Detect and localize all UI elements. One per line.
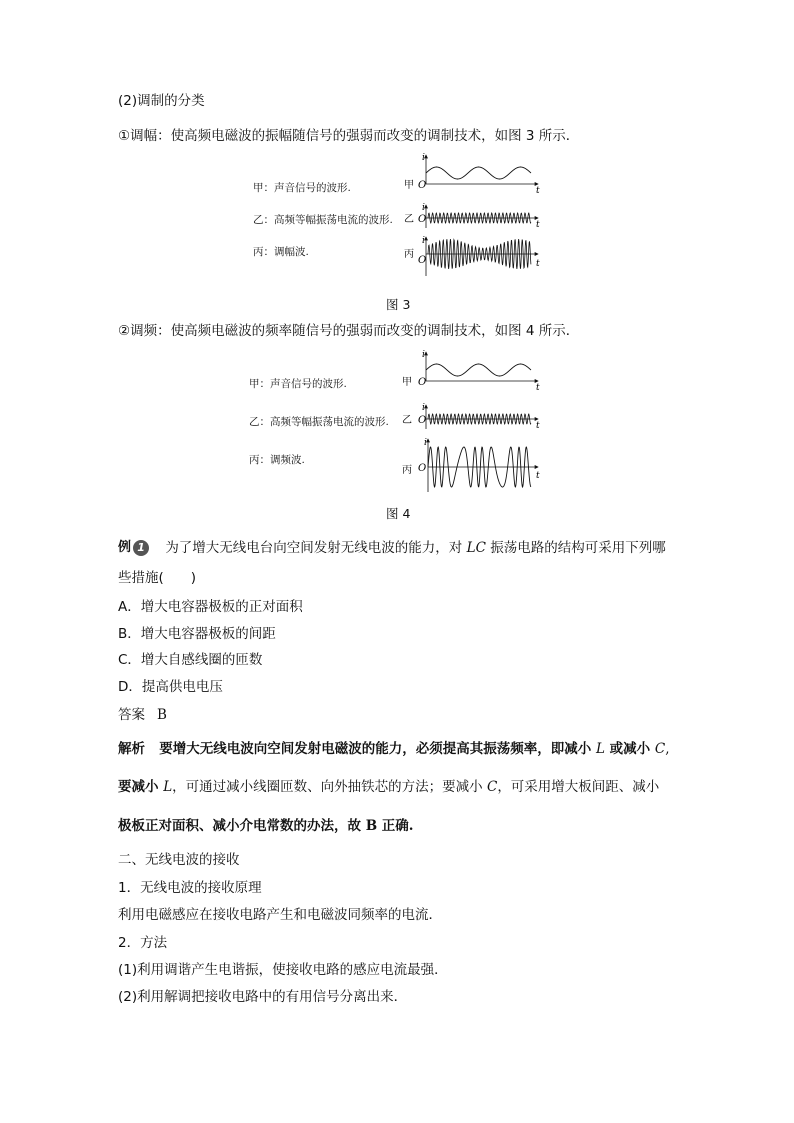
origin-label: O (418, 214, 427, 225)
option-c: C．增大自感线圈的匝数 (118, 652, 263, 668)
row-tag-bing: 丙 (404, 249, 414, 260)
origin-label: O (418, 180, 427, 191)
figure-3-caption: 图 3 (386, 297, 411, 312)
analysis-text-1c: , (665, 741, 670, 757)
axis-i-label: i (422, 350, 425, 360)
figure-4-label-bing: 丙：调频波. (249, 454, 305, 466)
analysis-var-c: C (486, 779, 498, 795)
example-question-line1 (118, 539, 666, 557)
axis-t-label: t (536, 421, 540, 431)
analysis-text-2c: ，可采用增大板间距、减小 (497, 779, 660, 795)
fm-description: ②调频：使高频电磁波的频率随信号的强弱而改变的调制技术，如图 4 所示． (118, 323, 580, 339)
question-text-b: 振荡电路的结构可采用下列哪 (485, 540, 666, 556)
part2-sub2-title: 2．方法 (118, 935, 168, 951)
part2-sub1-title: 1．无线电波的接收原理 (118, 880, 262, 896)
part2-sub1-text: 利用电磁感应在接收电路产生和电磁波同频率的电流． (118, 907, 442, 923)
analysis-text-1a: 要增大无线电波向空间发射电磁波的能力，必须提高其振荡频率，即减小 (159, 741, 596, 757)
part2-method-2: (2)利用解调把接收电路中的有用信号分离出来． (118, 989, 408, 1005)
analysis-line1 (118, 740, 670, 758)
figure-4-label-jia: 甲：声音信号的波形. (249, 378, 347, 390)
figure-3-diagram (398, 150, 558, 280)
row-tag-jia: 甲 (402, 377, 412, 388)
answer-label: 答案 (118, 707, 145, 723)
answer-value: B (157, 707, 167, 723)
signal-wave (426, 167, 531, 179)
axis-i-label: i (422, 203, 425, 213)
option-b: B．增大电容器极板的间距 (118, 626, 276, 642)
example-question-line2: 些措施( ) (118, 570, 197, 586)
analysis-line2 (118, 778, 659, 796)
axis-t-label: t (536, 186, 540, 196)
analysis-var-c: C (654, 741, 666, 757)
origin-label: O (418, 463, 427, 474)
analysis-var-l: L (163, 779, 173, 795)
axis-t-label: t (536, 383, 540, 393)
figure-3-label-bing: 丙：调幅波. (253, 246, 309, 258)
question-text-a: 为了增大无线电台向空间发射无线电波的能力，对 (165, 540, 467, 556)
row-tag-jia: 甲 (404, 180, 414, 191)
origin-label: O (418, 415, 427, 426)
figure-3-label-yi: 乙：高频等幅振荡电流的波形. (253, 214, 393, 226)
analysis-text-1b: 或减小 (604, 741, 655, 757)
option-d: D．提高供电电压 (118, 679, 223, 695)
analysis-line3: 极板正对面积、减小介电常数的办法，故 B 正确. (118, 818, 414, 834)
section-heading: (2)调制的分类 (118, 93, 205, 109)
figure-4-caption: 图 4 (386, 506, 411, 521)
example-badge: 例 (118, 540, 132, 555)
analysis-text-2b: ，可通过减小线圈匝数、向外抽铁芯的方法；要减小 (172, 779, 487, 795)
example-number-icon: 1 (133, 540, 149, 556)
analysis-label: 解析 (118, 741, 145, 757)
analysis-var-l: L (596, 741, 605, 757)
option-a: A．增大电容器极板的正对面积 (118, 599, 303, 615)
origin-label: O (418, 377, 427, 388)
part2-heading: 二、无线电波的接收 (118, 852, 240, 868)
axis-i-label: i (422, 403, 425, 413)
question-var-lc: LC (466, 540, 486, 556)
part2-method-1: (1)利用调谐产生电谐振，使接收电路的感应电流最强． (118, 962, 448, 978)
axis-t-label: t (536, 471, 540, 481)
figure-4-diagram (398, 347, 558, 497)
axis-i-label: i (422, 236, 425, 246)
am-description: ①调幅：使高频电磁波的振幅随信号的强弱而改变的调制技术，如图 3 所示． (118, 128, 580, 144)
origin-label: O (418, 255, 427, 266)
figure-4-label-yi: 乙：高频等幅振荡电流的波形. (249, 416, 389, 428)
axis-i-label: i (422, 153, 425, 163)
figure-3-label-jia: 甲：声音信号的波形. (253, 182, 351, 194)
signal-wave (426, 364, 531, 376)
axis-t-label: t (536, 259, 540, 269)
row-tag-yi: 乙 (404, 214, 414, 225)
axis-t-label: t (536, 220, 540, 230)
row-tag-yi: 乙 (402, 415, 412, 426)
analysis-text-2a: 要减小 (118, 779, 164, 795)
row-tag-bing: 丙 (402, 465, 412, 476)
answer-row (118, 706, 167, 724)
axis-i-label: i (424, 438, 427, 448)
